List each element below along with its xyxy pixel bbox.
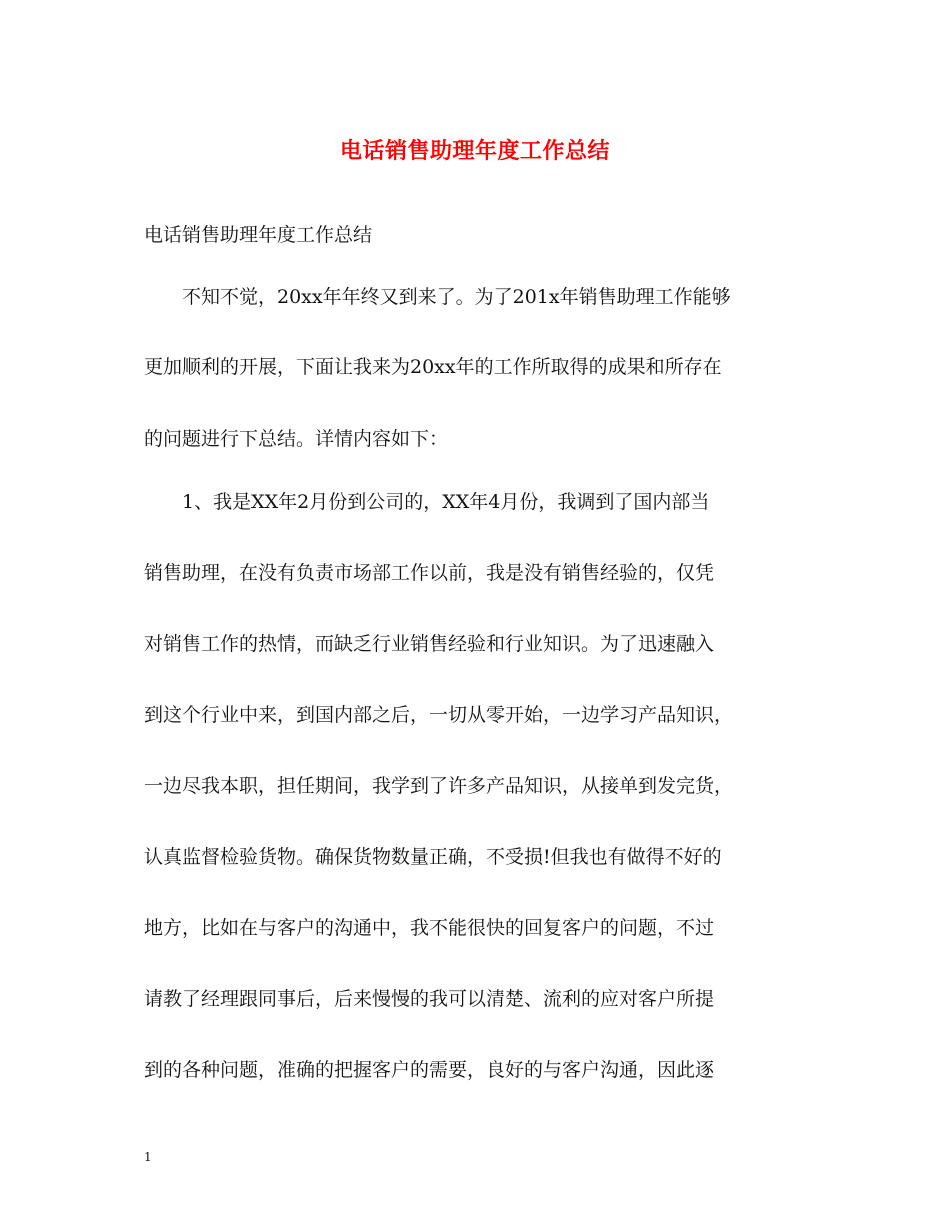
paragraph-line: 对销售工作的热情，而缺乏行业销售经验和行业知识。为了迅速融入 — [144, 633, 715, 655]
page-number: 1 — [144, 1150, 152, 1164]
paragraph-line: 到这个行业中来，到国内部之后，一切从零开始，一边学习产品知识， — [144, 704, 734, 726]
paragraph-line: 更加顺利的开展，下面让我来为20xx年的工作所取得的成果和所存在 — [144, 356, 722, 378]
document-title: 电话销售助理年度工作总结 — [339, 138, 610, 164]
paragraph-line: 地方，比如在与客户的沟通中，我不能很快的回复客户的问题，不过 — [144, 917, 715, 939]
paragraph-line: 销售助理，在没有负责市场部工作以前，我是没有销售经验的，仅凭 — [144, 562, 715, 584]
subtitle-line: 电话销售助理年度工作总结 — [144, 224, 373, 246]
paragraph-line: 一边尽我本职，担任期间，我学到了许多产品知识，从接单到发完货， — [144, 775, 734, 797]
paragraph-line: 请教了经理跟同事后，后来慢慢的我可以清楚、流利的应对客户所提 — [144, 988, 715, 1010]
paragraph-line: 认真监督检验货物。确保货物数量正确，不受损!但我也有做得不好的 — [144, 846, 722, 868]
paragraph-line: 1、我是XX年2月份到公司的，XX年4月份，我调到了国内部当 — [144, 491, 710, 513]
paragraph-line: 的问题进行下总结。详情内容如下： — [144, 428, 449, 450]
paragraph-line: 不知不觉，20xx年年终又到来了。为了201x年销售助理工作能够 — [144, 286, 731, 308]
paragraph-line: 到的各种问题，准确的把握客户的需要，良好的与客户沟通，因此逐 — [144, 1059, 715, 1081]
